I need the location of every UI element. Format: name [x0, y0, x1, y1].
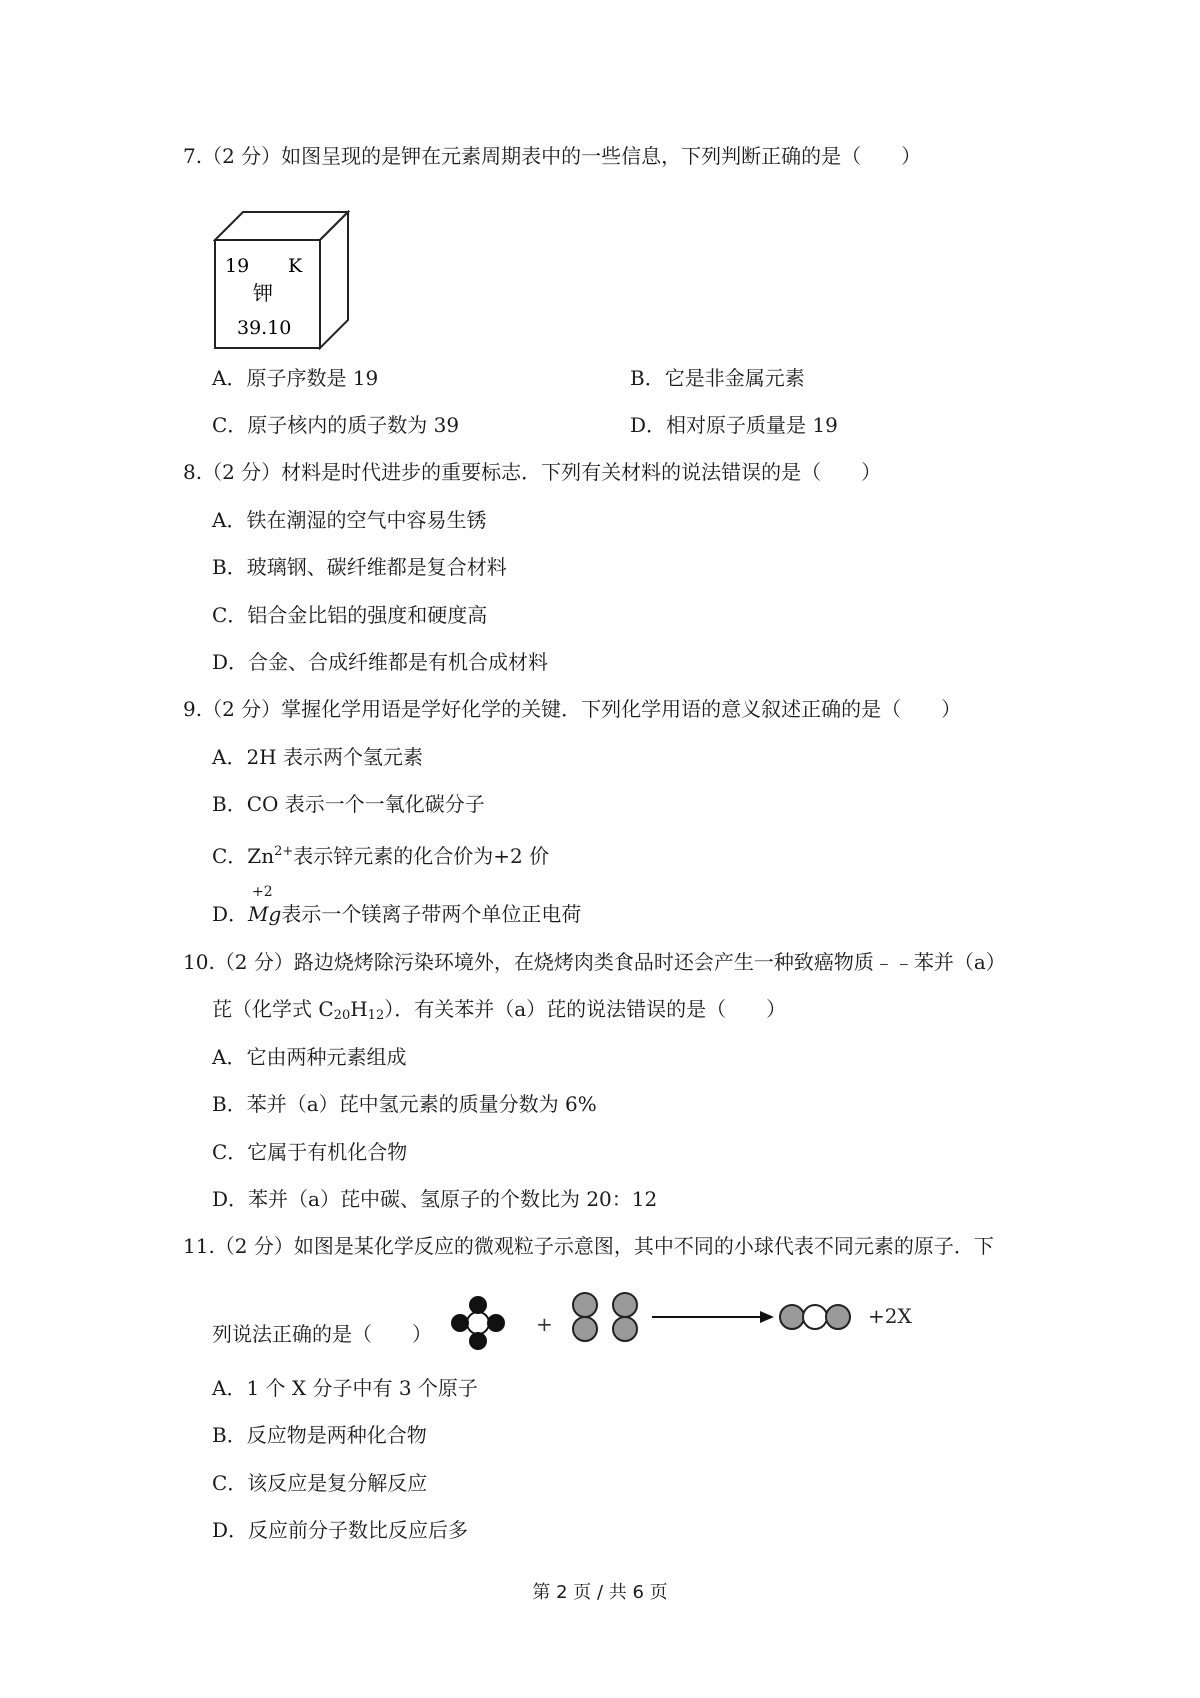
q9-option-c — [212, 838, 549, 870]
q7-option-b: B．它是非金属元素 — [630, 366, 805, 390]
potassium-element-cube — [213, 210, 363, 360]
q10-formula-suffix: ）．有关苯并（a）芘的说法错误的是（ ） — [384, 997, 787, 1021]
q11-option-c: C．该反应是复分解反应 — [212, 1471, 428, 1495]
q8-option-a: A．铁在潮湿的空气中容易生锈 — [212, 508, 487, 532]
q11-option-a: A．1 个 X 分子中有 3 个原子 — [212, 1376, 478, 1400]
element-symbol: K — [288, 255, 303, 277]
q9-d-suffix: 表示一个镁离子带两个单位正电荷 — [281, 902, 582, 926]
question-8-stem: 8.（2 分）材料是时代进步的重要标志．下列有关材料的说法错误的是（ ） — [183, 460, 882, 484]
q7-option-c: C．原子核内的质子数为 39 — [212, 413, 460, 437]
product-coefficient: +2X — [868, 1304, 912, 1328]
question-11-stem-line2: 列说法正确的是（ ） — [212, 1322, 432, 1346]
q9-d-charge: +2 — [252, 884, 273, 900]
reaction-diagram — [440, 1285, 930, 1365]
plus-sign: + — [536, 1312, 553, 1336]
q7-option-a: A．原子序数是 19 — [212, 366, 379, 390]
element-number: 19 — [225, 255, 250, 277]
q9-c-charge: 2+ — [274, 844, 294, 859]
q9-option-a: A．2H 表示两个氢元素 — [212, 745, 423, 769]
q9-option-b: B．CO 表示一个一氧化碳分子 — [212, 792, 485, 816]
q9-option-d — [212, 884, 582, 928]
q8-option-d: D．合金、合成纤维都是有机合成材料 — [212, 650, 549, 674]
question-11-stem-line1: 11.（2 分）如图是某化学反应的微观粒子示意图，其中不同的小球代表不同元素的原子．下 — [183, 1234, 994, 1258]
q10-option-c: C．它属于有机化合物 — [212, 1140, 408, 1164]
q8-option-c: C．铝合金比铝的强度和硬度高 — [212, 603, 488, 627]
q11-option-d: D．反应前分子数比反应后多 — [212, 1518, 469, 1542]
q10-option-b: B．苯并（a）芘中氢元素的质量分数为 6% — [212, 1092, 597, 1116]
page-footer: 第 2 页 / 共 6 页 — [532, 1582, 668, 1603]
q10-formula-prefix: 芘（化学式 C — [212, 997, 334, 1021]
q9-d-valence-symbol — [248, 884, 282, 928]
q11-option-b: B．反应物是两种化合物 — [212, 1423, 427, 1447]
question-10-stem-line1: 10.（2 分）路边烧烤除污染环境外，在烧烤肉类食品时还会产生一种致癌物质﹣﹣苯并（a） — [183, 950, 1006, 974]
q9-d-symbol: Mg — [248, 902, 282, 926]
q10-formula-sub2: 12 — [367, 1008, 385, 1023]
q9-c-suffix: 表示锌元素的化合价为+2 价 — [293, 844, 550, 868]
q8-option-b: B．玻璃钢、碳纤维都是复合材料 — [212, 555, 507, 579]
element-mass: 39.10 — [237, 317, 292, 339]
q10-formula-sub1: 20 — [333, 1008, 351, 1023]
q7-option-d: D．相对原子质量是 19 — [630, 413, 838, 437]
q9-d-prefix: D． — [212, 902, 249, 926]
question-10-stem-line2 — [212, 995, 786, 1030]
q10-option-a: A．它由两种元素组成 — [212, 1045, 407, 1069]
q9-c-prefix: C．Zn — [212, 844, 275, 868]
q10-option-d: D．苯并（a）芘中碳、氢原子的个数比为 20：12 — [212, 1187, 658, 1211]
q10-formula-mid: H — [350, 997, 368, 1021]
question-9-stem: 9.（2 分）掌握化学用语是学好化学的关键．下列化学用语的意义叙述正确的是（ ） — [183, 697, 962, 721]
question-7-stem: 7.（2 分）如图呈现的是钾在元素周期表中的一些信息，下列判断正确的是（ ） — [183, 144, 922, 168]
element-name: 钾 — [253, 281, 273, 305]
